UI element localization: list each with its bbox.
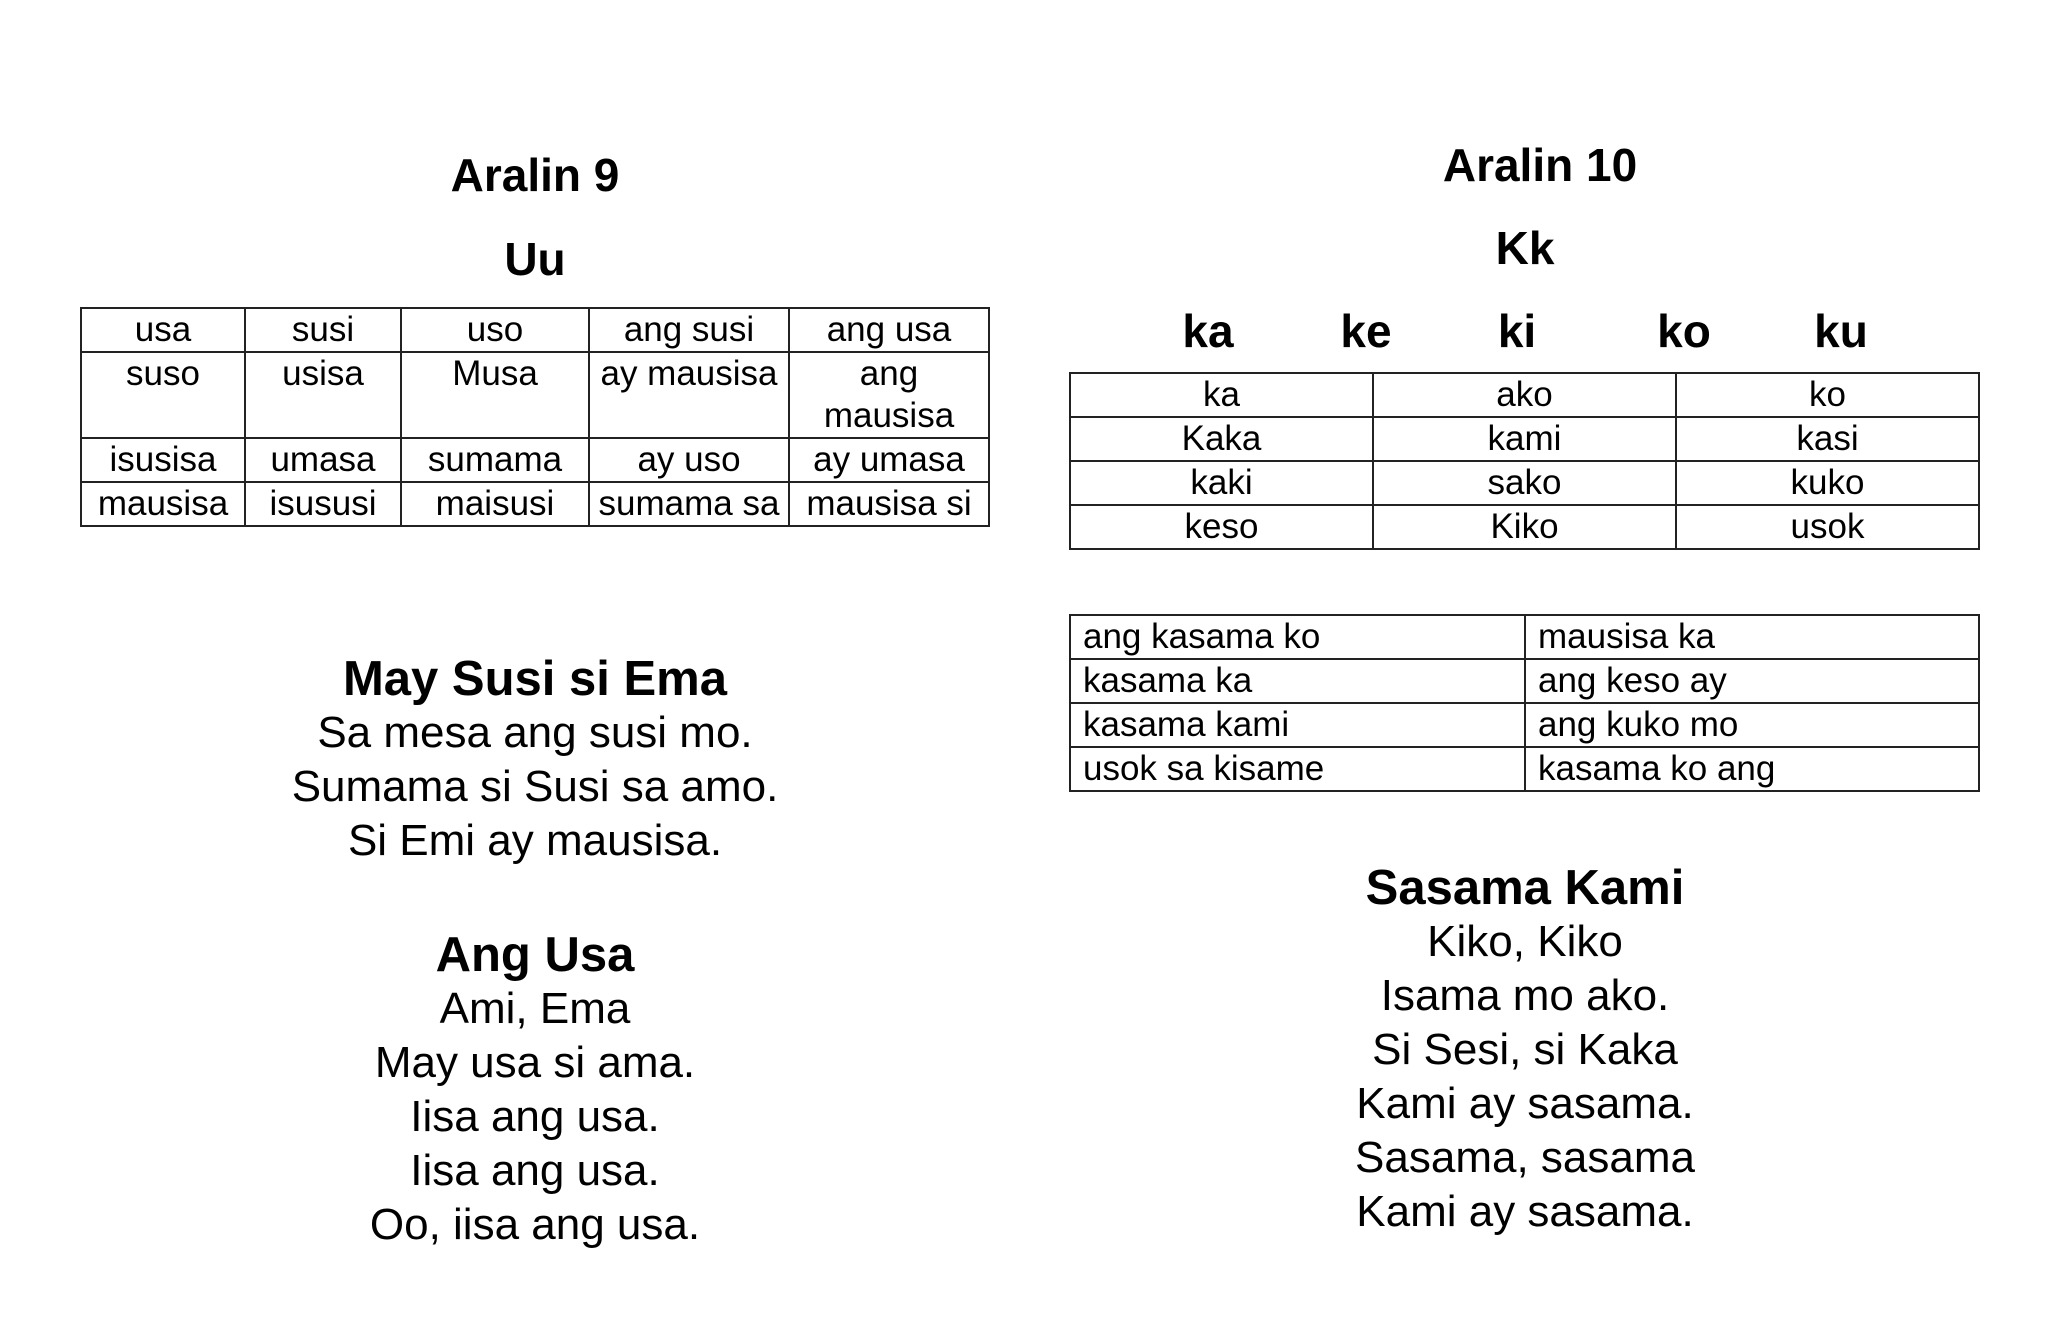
table-cell: maisusi: [401, 482, 589, 526]
table-row: [81, 352, 989, 438]
syllable: ko: [1657, 305, 1711, 357]
story-line: Isama mo ako.: [1380, 971, 1670, 1020]
table-cell: usisa: [245, 352, 401, 438]
table-row: [1070, 461, 1979, 505]
table-cell: ako: [1373, 373, 1676, 417]
table-cell: sako: [1373, 461, 1676, 505]
table-cell: kasi: [1676, 417, 1979, 461]
story-line: Si Emi ay mausisa.: [347, 816, 723, 865]
story-line: Iisa ang usa.: [410, 1146, 660, 1195]
table-row: [81, 308, 989, 352]
story-line: Kiko, Kiko: [1427, 917, 1623, 966]
table-cell: keso: [1070, 505, 1373, 549]
table-cell: susi: [245, 308, 401, 352]
table-cell: mausisa ka: [1525, 615, 1979, 659]
story-title: May Susi si Ema: [342, 652, 727, 706]
table-cell: ang kasama ko: [1070, 615, 1525, 659]
table-row: [81, 438, 989, 482]
table-cell: usok: [1676, 505, 1979, 549]
table-cell: mausisa si: [789, 482, 989, 526]
syllable: ku: [1814, 305, 1868, 357]
lesson-10-letter: Kk: [1495, 222, 1555, 274]
table-row: [81, 482, 989, 526]
table-cell: kaki: [1070, 461, 1373, 505]
table-cell: sumama sa: [589, 482, 789, 526]
table-cell: ang mausisa: [789, 352, 989, 438]
table-cell: suso: [81, 352, 245, 438]
story-line: Ami, Ema: [439, 984, 631, 1033]
story-line: Oo, iisa ang usa.: [369, 1200, 701, 1249]
table-row: [1070, 703, 1979, 747]
story-ang-usa: [180, 928, 890, 1252]
story-line: Iisa ang usa.: [410, 1092, 660, 1141]
syllable: ke: [1340, 305, 1392, 357]
story-line: Kami ay sasama.: [1356, 1187, 1694, 1236]
table-row: [1070, 615, 1979, 659]
story-line: Si Sesi, si Kaka: [1372, 1025, 1678, 1074]
story-line: May usa si ama.: [374, 1038, 696, 1087]
story-line: Sa mesa ang susi mo.: [317, 708, 753, 757]
lesson-10-word-table: [1069, 372, 1980, 550]
story-line: Kami ay sasama.: [1356, 1079, 1694, 1128]
table-cell: Musa: [401, 352, 589, 438]
table-cell: kasama ka: [1070, 659, 1525, 703]
table-cell: ay uso: [589, 438, 789, 482]
table-cell: umasa: [245, 438, 401, 482]
table-cell: ang susi: [589, 308, 789, 352]
table-cell: uso: [401, 308, 589, 352]
table-cell: Kiko: [1373, 505, 1676, 549]
table-row: [1070, 373, 1979, 417]
table-cell: ang kuko mo: [1525, 703, 1979, 747]
lesson-9-title: Aralin 9: [450, 149, 620, 201]
table-cell: usa: [81, 308, 245, 352]
table-cell: ang usa: [789, 308, 989, 352]
table-cell: kasama kami: [1070, 703, 1525, 747]
syllable: ka: [1182, 305, 1234, 357]
table-cell: sumama: [401, 438, 589, 482]
table-cell: ay umasa: [789, 438, 989, 482]
table-row: [1070, 659, 1979, 703]
table-row: [1070, 747, 1979, 791]
table-cell: Kaka: [1070, 417, 1373, 461]
table-row: [1070, 505, 1979, 549]
table-cell: mausisa: [81, 482, 245, 526]
table-cell: isusisa: [81, 438, 245, 482]
lesson-10-title: Aralin 10: [1442, 139, 1638, 191]
table-cell: ay mausisa: [589, 352, 789, 438]
lesson-9-word-table: [80, 307, 990, 527]
story-title: Sasama Kami: [1365, 861, 1685, 915]
story-sasama-kami: [1170, 861, 1880, 1239]
lesson-9-letter: Uu: [504, 233, 566, 285]
table-cell: kasama ko ang: [1525, 747, 1979, 791]
table-row: [1070, 417, 1979, 461]
story-may-susi-si-ema: [180, 652, 890, 868]
table-cell: kami: [1373, 417, 1676, 461]
story-line: Sumama si Susi sa amo.: [291, 762, 779, 811]
story-line: Sasama, sasama: [1355, 1133, 1695, 1182]
table-cell: kuko: [1676, 461, 1979, 505]
table-cell: isususi: [245, 482, 401, 526]
lesson-10-phrase-table: [1069, 614, 1980, 792]
table-cell: usok sa kisame: [1070, 747, 1525, 791]
story-title: Ang Usa: [435, 928, 635, 982]
table-cell: ka: [1070, 373, 1373, 417]
syllable: ki: [1497, 305, 1537, 357]
table-cell: ang keso ay: [1525, 659, 1979, 703]
table-cell: ko: [1676, 373, 1979, 417]
